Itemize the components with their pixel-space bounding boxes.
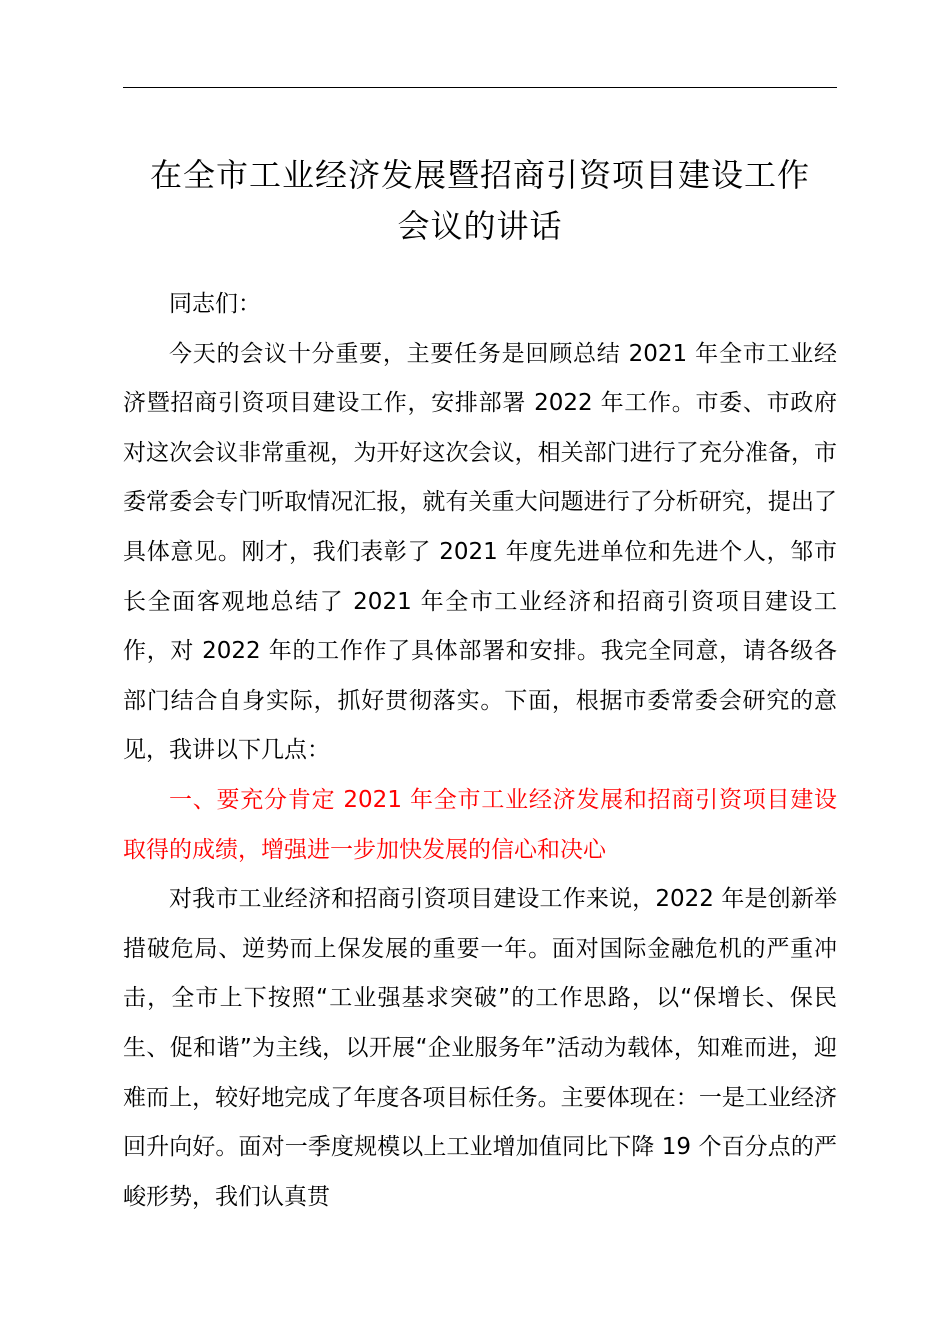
document-body (123, 280, 837, 1222)
document-title (110, 150, 850, 252)
paragraph-opening: 今天的会议十分重要，主要任务是回顾总结 2021 年全市工业经济暨招商引资项目建设工作，安排部署 2022 年工作。市委、市政府对这次会议非常重视，为开好这次会议，相关部门进行了充分准备，市委常委会专门听取情况汇报，就有关重大问题进行了分析研究，提出了具体意见。刚才，我们表彰了 2021 年度先进单位和先进个人，邹市长全面客观地总结了 2021 年全市工业经济和招商引资项目建设工作，对 2022 年的工作作了具体部署和安排。我完全同意，请各级各部门结合自身实际，抓好贯彻落实。下面，根据市委常委会研究的意见，我讲以下几点： (123, 340, 837, 764)
salutation: 同志们： (169, 291, 261, 317)
header-rule (123, 87, 837, 88)
title-line-1: 在全市工业经济发展暨招商引资项目建设工作 (149, 156, 810, 194)
section-heading-1: 一、要充分肯定 2021 年全市工业经济发展和招商引资项目建设取得的成绩，增强进一步加快发展的信心和决心 (123, 786, 837, 863)
paragraph-section-1: 对我市工业经济和招商引资项目建设工作来说，2022 年是创新举措破危局、逆势而上保发展的重要一年。面对国际金融危机的严重冲击，全市上下按照“工业强基求突破”的工作思路，以“保增长、保民生、促和谐”为主线，以开展“企业服务年”活动为载体，知难而进，迎难而上，较好地完成了年度各项目标任务。主要体现在：一是工业经济回升向好。面对一季度规模以上工业增加值同比下降 19 个百分点的严峻形势，我们认真贯 (123, 886, 837, 1210)
title-line-2: 会议的讲话 (397, 207, 563, 245)
